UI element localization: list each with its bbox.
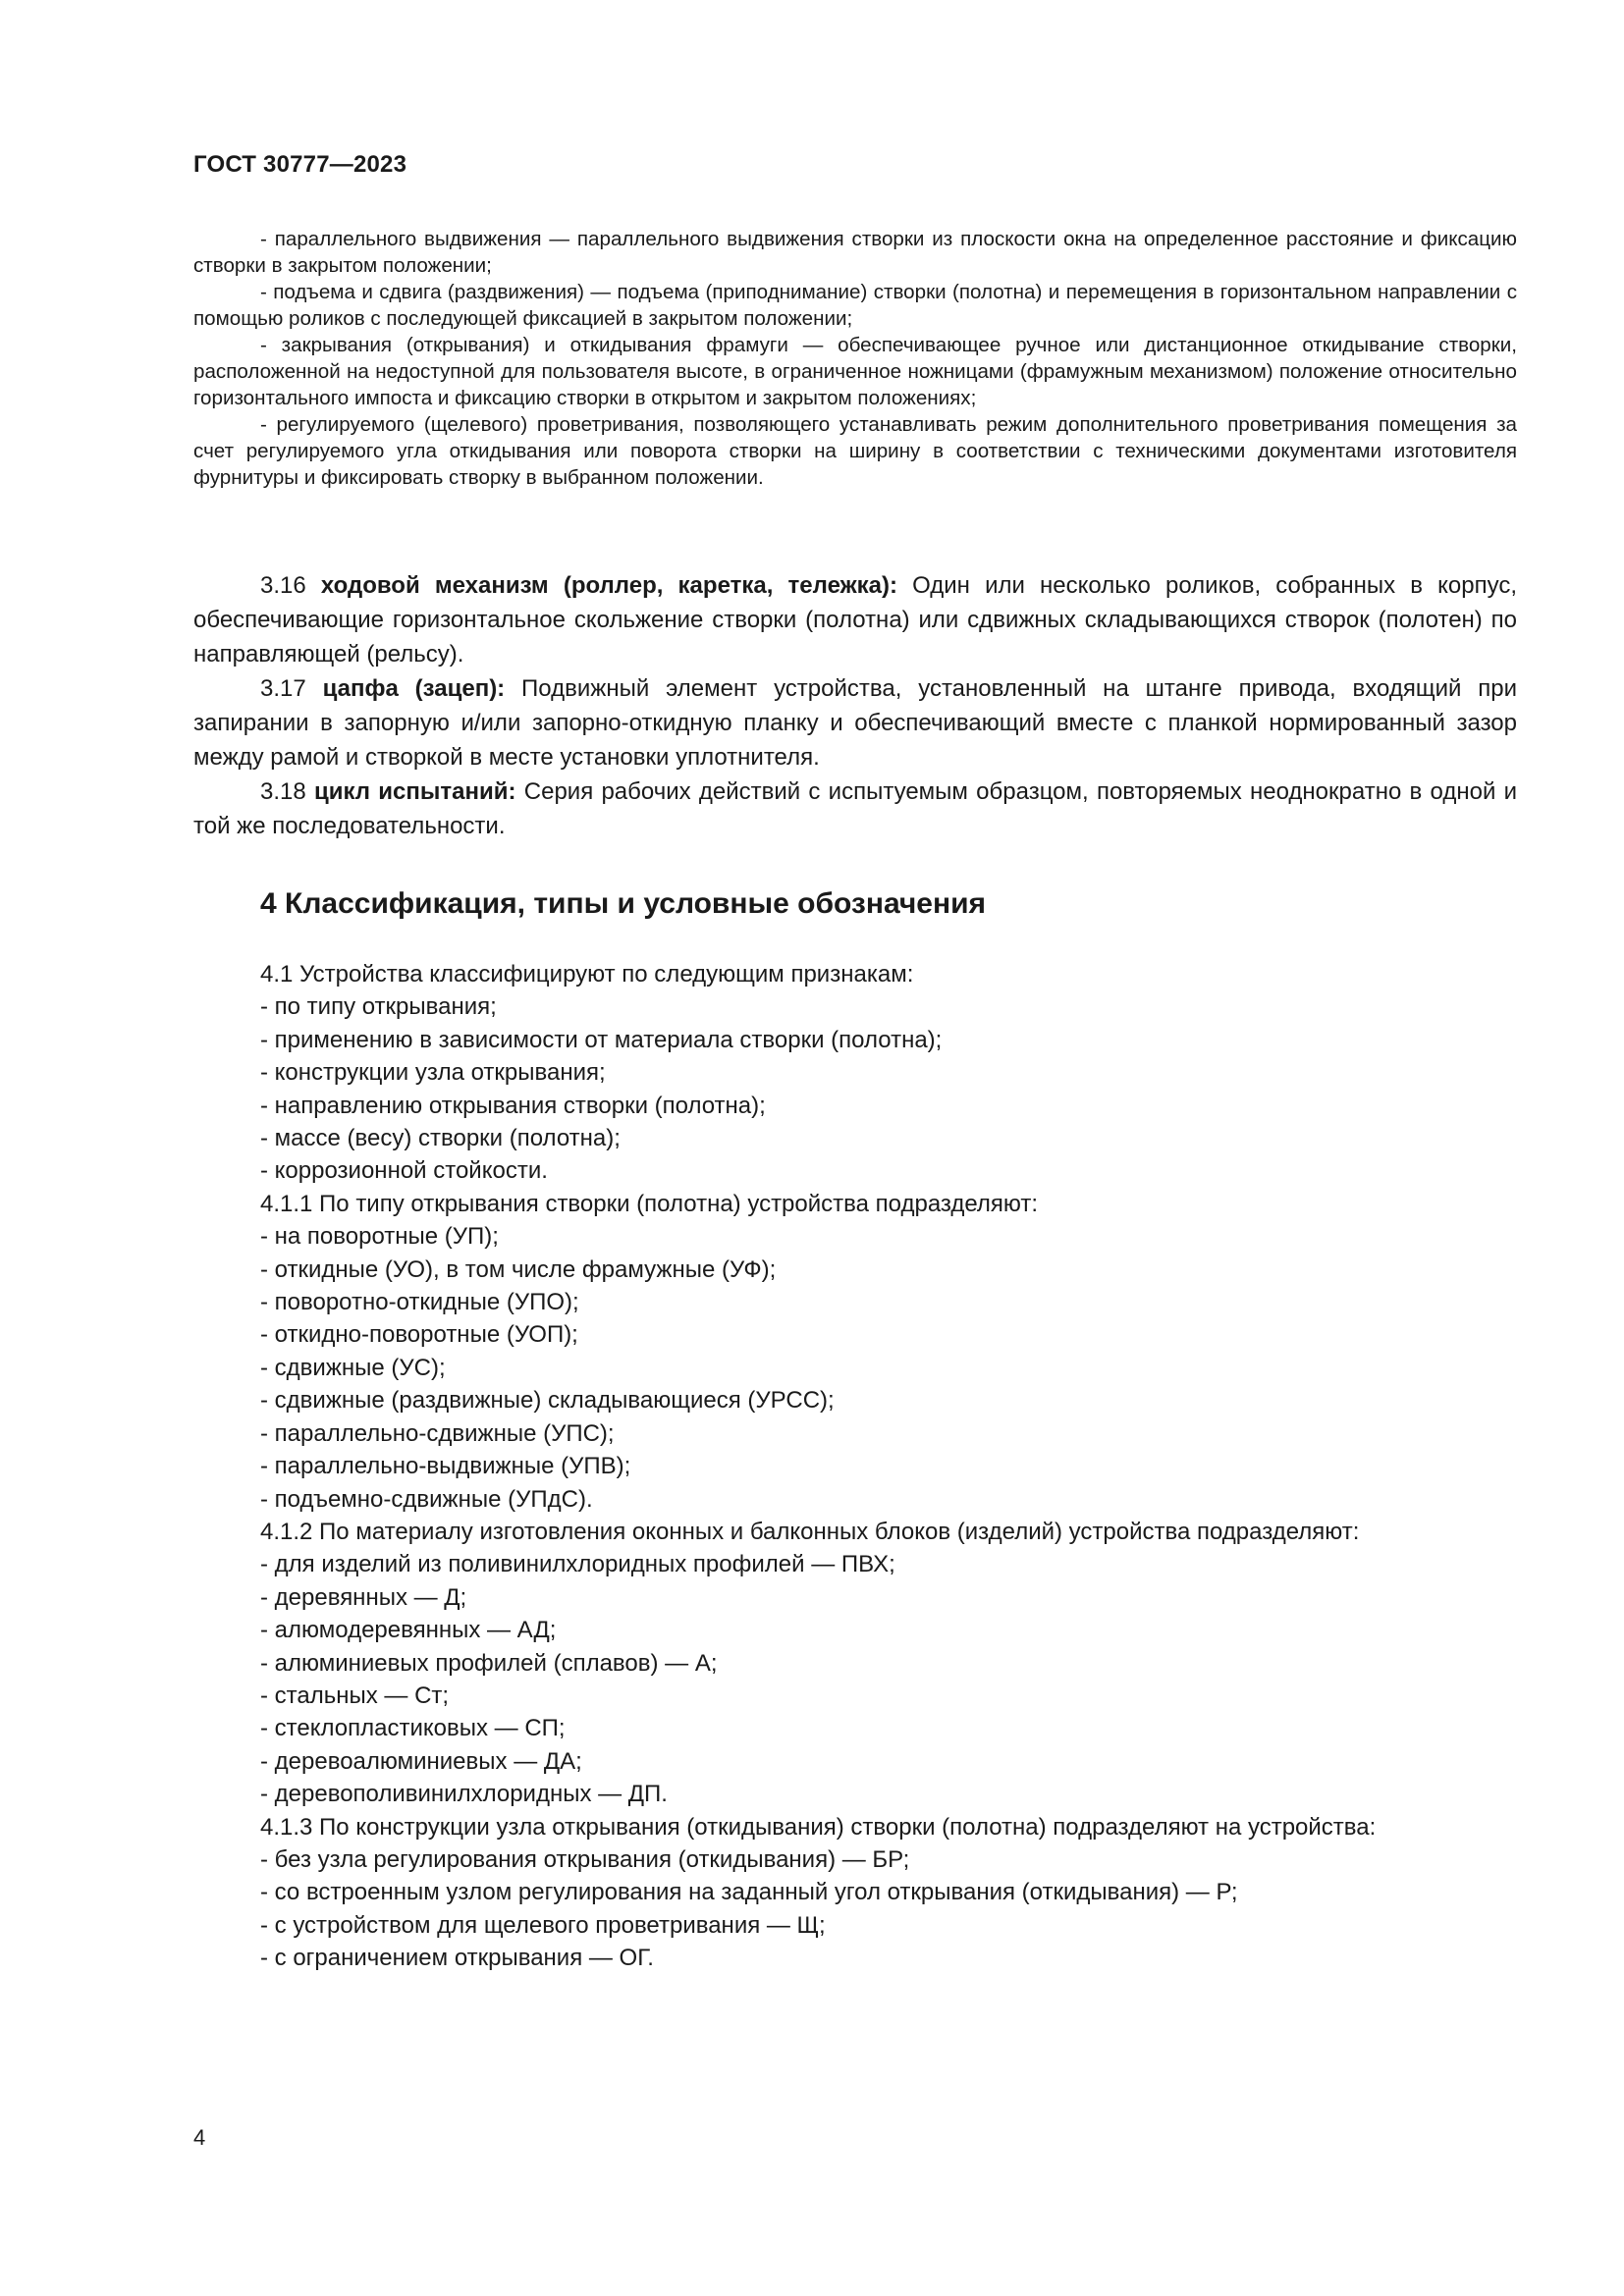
definition-3-16: [193, 568, 1517, 671]
definition-term: цапфа (зацеп):: [322, 675, 506, 702]
list-item: - деревополивинилхлоридных — ДП.: [260, 1781, 668, 1808]
list-item: - применению в зависимости от материала створки (полотна);: [260, 1026, 943, 1053]
list-item: - конструкции узла открывания;: [260, 1059, 606, 1087]
list-item: - подъемно-сдвижные (УПдС).: [260, 1485, 593, 1513]
definitions: [193, 568, 1517, 843]
list-item: - алюмодеревянных — АД;: [260, 1617, 557, 1644]
definition-number: 3.16: [260, 572, 306, 599]
list-item: - на поворотные (УП);: [260, 1223, 499, 1251]
page-number: 4: [193, 2125, 206, 2150]
list-item: - откидные (УО), в том числе фрамужные (УФ);: [260, 1255, 777, 1283]
list-item: - параллельно-выдвижные (УПВ);: [260, 1453, 631, 1480]
document-header: ГОСТ 30777—2023: [193, 151, 407, 178]
list-item: - деревянных — Д;: [260, 1583, 467, 1611]
list-item: - деревоалюминиевых — ДА;: [260, 1747, 582, 1775]
definition-text: Серия рабочих действий с испытуемым образцом, повторяемых неоднократно в одной и той же последовательности.: [193, 778, 1518, 839]
definition-text: Подвижный элемент устройства, установленный на штанге привода, входящий при запирании в запорную и/или запорно-откидную планку и обеспечивающий вместе с планкой нормированный зазор между рамой и створкой в месте установки уплотнителя.: [193, 675, 1517, 771]
definition-number: 3.17: [260, 675, 306, 702]
list-item: - направлению открывания створки (полотна);: [260, 1092, 766, 1119]
list-item: - массе (весу) створки (полотна);: [260, 1125, 621, 1152]
definition-3-17: [193, 671, 1517, 774]
section-heading: 4 Классификация, типы и условные обозначения: [260, 887, 987, 920]
clause-4-1-1: 4.1.1 По типу открывания створки (полотна) устройства подразделяют:: [260, 1190, 1039, 1217]
list-item: - с ограничением открывания — ОГ.: [260, 1945, 654, 1972]
intro-item: - закрывания (открывания) и откидывания фрамуги — обеспечивающее ручное или дистанционное откидывание створки, расположенной на недоступной для пользователя высоте, в ограниченное ножницами (фрамужным механизмом) положение относительно горизонтального импоста и фиксацию створки в открытом и закрытом положениях;: [193, 334, 1517, 409]
list-item: - без узла регулирования открывания (откидывания) — БР;: [260, 1845, 910, 1873]
intro-item: - параллельного выдвижения — параллельного выдвижения створки из плоскости окна на определенное расстояние и фиксацию створки в закрытом положении;: [193, 228, 1517, 277]
list-item: - коррозионной стойкости.: [260, 1157, 548, 1185]
list-item: - откидно-поворотные (УОП);: [260, 1321, 578, 1349]
list-item: - с устройством для щелевого проветривания — Щ;: [260, 1911, 826, 1939]
definition-text: Один или несколько роликов, собранных в корпус, обеспечивающие горизонтальное скольжение створки (полотна) или сдвижных складывающихся створок (полотен) по направляющей (рельсу).: [193, 572, 1518, 667]
clause-4-1: 4.1 Устройства классифицируют по следующим признакам:: [260, 961, 914, 988]
list-item: - для изделий из поливинилхлоридных профилей — ПВХ;: [260, 1551, 895, 1578]
list-item: - параллельно-сдвижные (УПС);: [260, 1419, 615, 1447]
list-item: - алюминиевых профилей (сплавов) — А;: [260, 1649, 718, 1677]
definition-term: ходовой механизм (роллер, каретка, тележка):: [320, 572, 897, 599]
definition-3-18: [193, 774, 1517, 843]
list-item: - по типу открывания;: [260, 993, 497, 1021]
list-item: - со встроенным узлом регулирования на заданный угол открывания (откидывания) — Р;: [260, 1879, 1238, 1906]
intro-item: - подъема и сдвига (раздвижения) — подъема (приподнимание) створки (полотна) и перемещения в горизонтальном направлении с помощью роликов с последующей фиксацией в закрытом положении;: [193, 281, 1517, 330]
list-item: - сдвижные (раздвижные) складывающиеся (УРСС);: [260, 1387, 835, 1415]
list-item: - стальных — Ст;: [260, 1682, 450, 1709]
list-item: - поворотно-откидные (УПО);: [260, 1289, 579, 1316]
list-item: - стеклопластиковых — СП;: [260, 1715, 566, 1742]
section-4-body: [193, 958, 1517, 1975]
intro-item: - регулируемого (щелевого) проветривания, позволяющего устанавливать режим дополнительного проветривания помещения за счет регулируемого угла откидывания или поворота створки на ширину в соответствии с техническими документами изготовителя фурнитуры и фиксировать створку в выбранном положении.: [193, 413, 1517, 489]
intro-list: [193, 226, 1517, 491]
clause-4-1-3: 4.1.3 По конструкции узла открывания (откидывания) створки (полотна) подразделяют на устройства:: [260, 1813, 1377, 1841]
clause-4-1-2: 4.1.2 По материалу изготовления оконных и балконных блоков (изделий) устройства подразделяют:: [260, 1518, 1360, 1545]
definition-number: 3.18: [260, 778, 306, 805]
list-item: - сдвижные (УС);: [260, 1354, 446, 1381]
definition-term: цикл испытаний:: [313, 778, 516, 805]
